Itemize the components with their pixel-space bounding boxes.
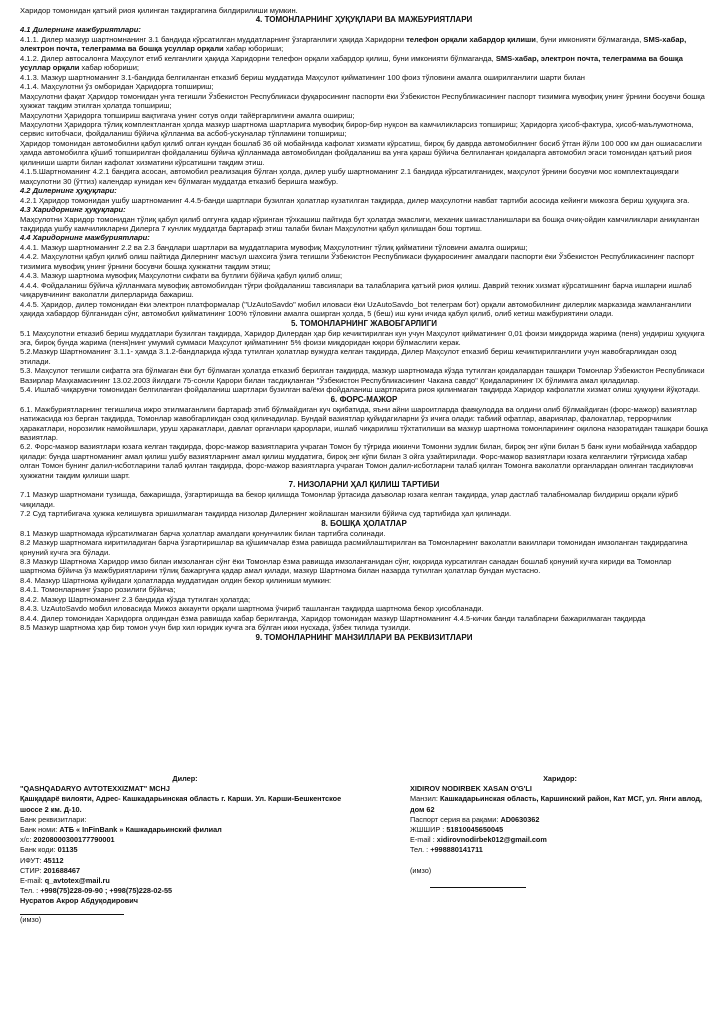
section-5-title: 5. ТОМОНЛАРНИНГ ЖАВОБГАРЛИГИ	[290, 318, 438, 328]
buyer-name: XIDIROV NODIRBEK XASAN O'G'LI	[410, 784, 532, 794]
clause-8-1: 8.1 Мазкур шартномада кўрсатилмаган барча ҳолатлар амалдаги қонунчилик билан тартибга солинади.	[20, 528, 386, 538]
clause-4-4-3: 4.4.3. Мазкур шартнома мувофиқ Маҳсулотни сифати ва бутлиги бўйича қабул қилиб олиш;	[20, 271, 343, 281]
buyer-phone: Тел. : +998880141711	[410, 845, 483, 855]
dealer-account: х/с: 20208000300177790001	[20, 835, 115, 845]
contract-page	[20, 6, 708, 643]
dealer-bank-name: Банк номи: АТБ « InFinBank » Кашкадарьинский филиал	[20, 825, 222, 835]
dealer-phone: Тел. : +998(75)228-09-90 ; +998(75)228-02-55	[20, 886, 173, 896]
dealer-signature-line	[20, 907, 124, 915]
clause-4-4-4: 4.4.4. Фойдаланиш бўйича қўлланмага мувофиқ автомобилдан тўғри фойдаланиш тавсиялари ва талабларига қатъий риоя қилиш. Даврий техник хизмат кўрсатишнинг барча ишларни ишлаб чиқарувчининг ваколатли дилерларида бажариш.	[20, 280, 692, 300]
dealer-address: Қашқадарё вилояти, Адрес- Кашкадарьинская область г. Карши. Ул. Карши-Бешкентское шоссе 2 км. Д-10.	[20, 794, 342, 814]
clause-4-4-1: 4.4.1. Мазкур шартноманинг 2.2 ва 2.3 бандлари шартлари ва муддатларига мувофиқ Маҳсулотнинг тўлиқ қийматини тўловини амалга ошириш;	[20, 242, 528, 252]
clause-4-1-4-e: Ҳаридор томонидан автомобилни қабул қилиб олган кундан бошлаб 36 ой мобайнида кафолат хизмати кўрсатиш, бироқ бу даврда автомобилнинг босиб ўтган йўли 100 000 км дан ошиасаслиги ҳамда автомобилга қўшиб топширилган фойдаланиш бўйича қўлланмада автомобилдан фойдаланиш ва унга қараш бўйича белгиланган қоидаларга автомобил эгаси томонидан қатъий риоя қилиниши шарти билан кафолат хизматини кўрсатишни тақдим этиш.	[20, 138, 702, 167]
clause-5-4: 5.4. Ишлаб чиқарувчи томонидан белгиланган фойдаланиш шартлари бузилган ва/ёки фойдаланиш шартларига риоя қилинмаган тақдирда Харидор кафолатли хизмат олиш ҳуқуқини йўқотади.	[20, 385, 701, 395]
buyer-passport: Паспорт серия ва рақами: AD0630362	[410, 814, 540, 824]
dealer-representative: Нусратов Акрор Абдуқодирович	[20, 896, 139, 906]
clause-4-1-4-d: Маҳсулотни Ҳаридорга тўлиқ комплектланган ҳолда мазкур шартнома шартларига мувофиқ бирор-бир нуқсон ва камчиликларсиз топшириш; Ҳаридорга ҳисоб-фактура, ҳисоб-маълумотнома, сервис китобчаси, фойдаланиш бўйича қўлланма ва асбоб-ускуналар тўпламини топшириш;	[20, 119, 694, 139]
dealer-stir: СТИР: 201688467	[20, 865, 81, 875]
clause-4-1-1: 4.1.1. Дилер мазкур шартномнанинг 3.1 бандида кўрсатилган муддатларнинг ўзгарганлиги ҳақида Харидорни телефон орқали хабардор қилиши, буни имконияти бўлмаганда, SMS-хабар, электрон почта, телеграмма ва бошқа усуллар орқали хабар юбориши;	[20, 34, 687, 54]
dealer-email: E-mail: q_avtotex@mail.ru	[20, 876, 110, 886]
section-7-title: 7. НИЗОЛАРНИ ҲАЛ ҚИЛИШ ТАРТИБИ	[288, 480, 440, 490]
clause-4-1-4-c: Маҳсулотни Ҳаридорга топшириш вақтигача унинг сотув олди тайёргарлигини амалга ошириш;	[20, 110, 355, 120]
clause-7-2: 7.2 Суд тартибигача ҳужжа келишувга эришилмаган тақдирда низолар Дилернинг жойлашган манзили бўйича суд тартибида ҳал қилинади.	[20, 509, 512, 519]
buyer-signature-line	[430, 880, 526, 888]
intro-line: Харидор томонидан қатъий риоя қилинган тақдиргагина билдирилиши мумкин.	[20, 6, 298, 15]
clause-4-1-2: 4.1.2. Дилер автосалонга Маҳсулот етиб келганлиги ҳақида Харидорни телефон орқали хабардор қилиш, буни имконияти бўлмаганда, SMS-хабар, электрон почта, телеграмма ва бошқа усуллар орқали хабар юбориши;	[20, 53, 683, 73]
clause-7-1: 7.1 Мазкур шартномани тузишда, бажаришда, ўзгартиришда ва бекор қилишда Томонлар ўртасида даъволар юзага келган тақдирда, улар дастлаб талабномалар билдириш орқали кўриб чиқилади.	[20, 490, 678, 509]
clause-4-1-3: 4.1.3. Мазкур шартноманинг 3.1-бандида белгиланган етказиб бериш муддатида Маҳсулот қийматининг 100 фоиз тўловини амалга оширилганлиги шарти билан	[20, 72, 585, 82]
clause-8-4: 8.4. Мазкур Шартнома қуйидаги ҳолатларда муддатидан олдин бекор қилиниши мумкин:	[20, 575, 332, 585]
dealer-bank-code: Банк коди: 01135	[20, 845, 78, 855]
clause-8-4-1: 8.4.1. Томонларнинг ўзаро розилиги бўйича;	[20, 585, 176, 595]
buyer-email: E-mail : xidirovnodirbek012@gmail.com	[410, 835, 547, 845]
clause-6-2: 6.2. Форс-мажор вазиятлари юзага келган тақдирда, форс-мажор вазиятларига учраган Томон бу тўғрида иккинчи Томонни зудлик билан, бироқ энг кўпи билан 5 банк куни мобайнида хабардор қилади: бунда шартноманинг амал қилиш ушбу вазиятларнинг амал қилиш муддатига, бироқ энг кўпи билан 3 ойга узайтирилади. Форс-мажор вазиятлари юзага келганлиги тўғрисида хабар олган Томон бунинг далил-исботларини талаб қилган тақдирда, форс-мажор вазиятларга учраган Томон далил-исботларни талаб қилган Томонга ваколатли органлардан олинган тасдиқловчи ҳужжатни тақдим қилиши шарт.	[20, 442, 697, 480]
buyer-heading: Харидор:	[543, 774, 577, 783]
buyer-rights-heading: 4.3 Харидорнинг ҳуқуқлари:	[20, 205, 126, 215]
section-9-title: 9. ТОМОНЛАРНИНГ МАНЗИЛЛАРИ ВА РЕКВИЗИТЛАРИ	[255, 632, 473, 642]
buyer-address: Манзил: Кашкадарьинская область, Каршинский район, Кат МСГ, ул. Янги авлод, дом 62	[410, 794, 703, 814]
section-8-title: 8. БОШҚА ҲОЛАТЛАР	[321, 518, 407, 528]
dealer-obligations-heading: 4.1 Дилернинг мажбуриятлари:	[20, 25, 141, 35]
buyer-requisites	[410, 774, 710, 888]
clause-4-1-5: 4.1.5.Шартноманинг 4.2.1 бандига асосан, автомобил реализация бўлган ҳолда, дилер ушбу шартноманинг 2.1 бандида кўрсатилганидек, маҳсулот ўрнини босувчи мос комплектациядаги маҳсулотни 30 (ўттиз) календар кунидан кеч бўлмаган муддатда етказиб беришга мажбур.	[20, 167, 679, 186]
clause-8-3: 8.3 Мазкур Шартнома Харидор имзо билан имзоланган сўнг ёки Томонлар ёзма равишда имзоланганидан сўнг, юқорида курсатилган санадан бошлаб қонуний кучга кириди ва Томонлар шартнома бўйича ўз мажбуриятларини тўлиқ бажаргунга қадар амал қилади, мазкур Шартнома билан назарда тутилган ҳолатлар бундан мустасно.	[20, 557, 672, 576]
clause-8-4-2: 8.4.2. Мазкур Шартноманинг 2.3 бандида кўзда тутилган ҳолатда;	[20, 594, 251, 604]
dealer-heading: Дилер:	[172, 774, 198, 783]
clause-4-1-4: 4.1.4. Маҳсулотни ўз омборидан Ҳаридорга топшириш;	[20, 82, 214, 92]
buyer-signature-label: (имзо)	[410, 865, 432, 875]
clause-8-4-3: 8.4.3. UzAutoSavdo мобил иловасида Мижоз аккаунти орқали шартнома ўчириб ташланган тақдирда шартнома бекор ҳисобланади.	[20, 604, 484, 614]
clause-5-2: 5.2.Мазкур Шартноманинг 3.1.1- ҳамда 3.1.2-бандларида кўзда тутилган ҳолатлар вужудга келган тақдирда, Дилер Маҳсулот етказиб бериш кечиктирилганлиги учун жавобгарликдан озод этилади.	[20, 347, 677, 366]
dealer-signature-label: (имзо)	[20, 914, 42, 924]
dealer-requisites	[20, 774, 350, 925]
clause-6-1: 6.1. Мажбуриятларнинг тегишлича ижро этилмаганлиги бартараф этиб бўлмайдиган куч оқибатида, яъни айни шароитларда фавқулодда ва олдини олиб бўлмайдиган (форс-мажор) вазиятлар натижасида юз берган тақдирда, Томонлар жавобгарликдан озод қилинадилар. Бундай вазиятлар қуйидагиларни ўз ичига олади: табиий офатлар, авариялар, фалокатлар, террорчилик ҳаракатлари, норозилик намойишлари, уруш ҳаракатлари, давлат органлари қарорлари, ишлаб чиқарилиш тўхтатилиши ва мазкур шартнома томонларининг оқилона назоратидан ташқари бошқа вазиятлар.	[20, 404, 708, 443]
buyer-jshshir: ЖШШИР : 51810045650045	[410, 825, 504, 835]
clause-8-5: 8.5 Мазкур шартнома ҳар бир томон учун бир хил юридик кучга эга бўлган икки нусхада, ўзбек тилида тузилди.	[20, 623, 411, 633]
clause-4-2-1: 4.2.1 Ҳаридор томонидан ушбу шартноманинг 4.4.5-банди шартлари бузилган ҳолатлар кузатилган тақдирда, дилер маҳсулотни навбат тартиби асосида кейинги мижозга бериш ҳуқуқига эга.	[20, 195, 690, 205]
section-6-title: 6. ФОРС-МАЖОР	[330, 394, 398, 404]
clause-4-4-2: 4.4.2. Маҳсулотни қабул қилиб олиш пайтида Дилернинг масъул шахсига ўзига тегишли Ўзбекистон Республикаси фуқаросининг амалдаги паспорти ёки Ўзбекистон Республикасининг паспорт тизимига мувофиқ унинг ўрнини босувчи бошқа ҳужжатни тақдим этиш;	[20, 252, 695, 271]
buyer-obligations-heading: 4.4 Харидорнинг мажбуриятлари:	[20, 233, 150, 243]
dealer-rights-heading: 4.2 Дилернинг ҳуқуқлари:	[20, 186, 117, 196]
clause-4-1-4-b: Маҳсулотни фақат Ҳаридор томонидан унга тегишли Ўзбекистон Республикаси фуқаросининг паспорти ёки Ўзбекистон Республикасининг паспорт тизимига мувофиқ унинг ўрнини босувчи бошқа ҳужжат тақдим этилган ҳолатда топшириш;	[20, 91, 705, 111]
clause-5-1: 5.1 Маҳсулотни етказиб бериш муддатлари бузилган тақдирда, Харидор Дилердан ҳар бир кечиктирилган кун учун Маҳсулот қийматининг 0,01 фоизи миқдорида жарима (пеня) ундириш ҳуқуқига эга, бироқ бунда жарима (пеня)нинг умумий суммаси Маҳсулот қийматининг 5% фоизи миқдоридан юқори бўлмаслиги керак.	[20, 328, 705, 347]
clause-4-3: Маҳсулотни Харидор томонидан тўлиқ қабул қилиб олгунга қадар кўринган тўхкашиш пайтида бут ҳолатда эмаслиги, механик шикастланишлари ва бошқа очиқ-ойдин камчиликлари аниқланган тақдирда ушбу камчиликларни Дилерга 7 кунлик муддатда бартараф этиш талаби билан Маҳсулотни қабул қилишдан бош тортиш.	[20, 214, 700, 233]
bank-requisites-label: Банк реквизитлари:	[20, 814, 87, 824]
clause-5-3: 5.3. Маҳсулот тегишли сифатга эга бўлмаган ёки бут бўлмаган ҳолатда етказиб берилган тақдирда, мазкур шартномада кўзда тутилган қоидалардан ташқари Томонлар Ўзбекистон Республикаси Вазирлар Маҳкамасининг 13.02.2003 йилдаги 75-сонли Қарори билан тасдиқланган "Ўзбекистон Республикасининг Чакана савдо" Қоидаларининг IX бўлимига амал қиладилар.	[20, 366, 705, 385]
clause-4-4-5: 4.4.5. Ҳаридор, дилер томонидан ёки электрон платформалар ("UzAutoSavdo" мобил иловаси ёки UzAutoSavdo_bot телеграм бот) орқали автомобилнинг дилерлик марказида жамланганлиги ҳақида хабардор бўлганидан сўнг, автомобил қийматининг 100% тўловини амалга оширган ҳолда, 5 (беш) иш куни ичида қабул қилиб, олиб кетиш мажбуриятини олади.	[20, 299, 692, 319]
section-4-title: 4. ТОМОНЛАРНИНГ ҲУҚУҚЛАРИ ВА МАЖБУРИЯТЛАРИ	[255, 15, 473, 25]
dealer-name: "QASHQADARYO AVTOTEXXIZMAT" MCHJ	[20, 784, 170, 794]
clause-8-4-4: 8.4.4. Дилер томонидан Харидорга олдиндан ёзма равишда хабар берилганда, Харидор томонидан мазкур Шартноманинг 4.4.5-кичик банди талабларни бажарилмаган тақдирда	[20, 613, 646, 623]
clause-8-2: 8.2 Мазкур шартномага киритиладиган барча ўзгартиришлар ва қўшимчалар ёзма равишда расмийлаштирилган ва Томонларнинг ваколатли вакиллари томонидан имзоланган тақдирдагина қонуний кучга эга бўлади.	[20, 538, 688, 557]
dealer-ifut: ИФУТ: 45112	[20, 855, 64, 865]
